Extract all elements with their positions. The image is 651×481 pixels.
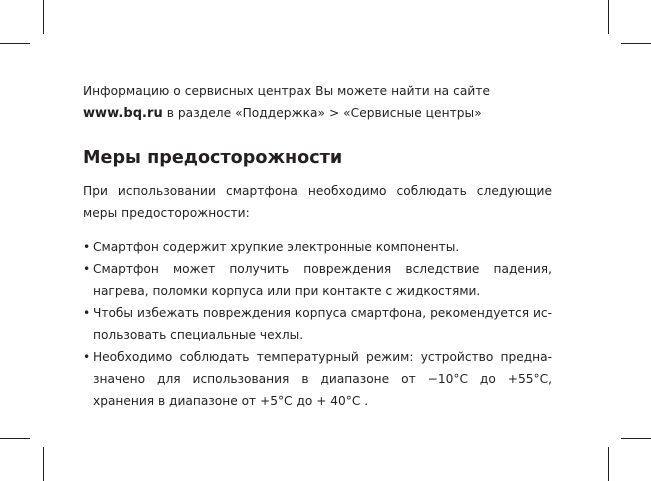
bullet: • <box>83 240 91 254</box>
crop-mark <box>43 447 44 481</box>
list-item-text: Чтобы избежать повреждения корпуса смартфона, рекомендуется ис-пользовать специальные чехлы. <box>93 306 552 342</box>
precautions-list <box>83 236 552 412</box>
list-item-text: Необходимо соблюдать температурный режим: устройство предна-значено для использования в диапазоне от −10°С до +55°С, хранения в диапазоне от +5°С до + 40°С . <box>93 350 552 408</box>
section-title: Меры предосторожности <box>83 148 343 168</box>
section-intro: При использовании смартфона необходимо соблюдать следующие меры предосторожности: <box>83 184 552 220</box>
service-info-location: в разделе «Поддержка» > «Сервисные центры» <box>162 106 482 120</box>
bullet: • <box>83 262 91 276</box>
service-info-line1: Информацию о сервисных центрах Вы можете найти на сайте <box>83 84 491 98</box>
crop-mark <box>43 0 44 34</box>
crop-mark <box>621 43 651 44</box>
list-item <box>83 258 552 302</box>
bullet: • <box>83 350 91 364</box>
page-content <box>83 80 552 408</box>
crop-mark <box>0 438 30 439</box>
crop-mark <box>0 43 30 44</box>
service-info-line2 <box>83 102 552 125</box>
crop-mark <box>621 438 651 439</box>
list-item-text: Смартфон содержит хрупкие электронные компоненты. <box>93 240 460 254</box>
crop-mark <box>608 0 609 34</box>
website-url: www.bq.ru <box>83 106 163 121</box>
list-item-text: Смартфон может получить повреждения вследствие падения, нагрева, поломки корпуса или при контакте с жидкостями. <box>93 262 552 298</box>
list-item <box>83 346 552 412</box>
list-item <box>83 236 552 258</box>
list-item <box>83 302 552 346</box>
crop-mark <box>608 447 609 481</box>
bullet: • <box>83 306 91 320</box>
